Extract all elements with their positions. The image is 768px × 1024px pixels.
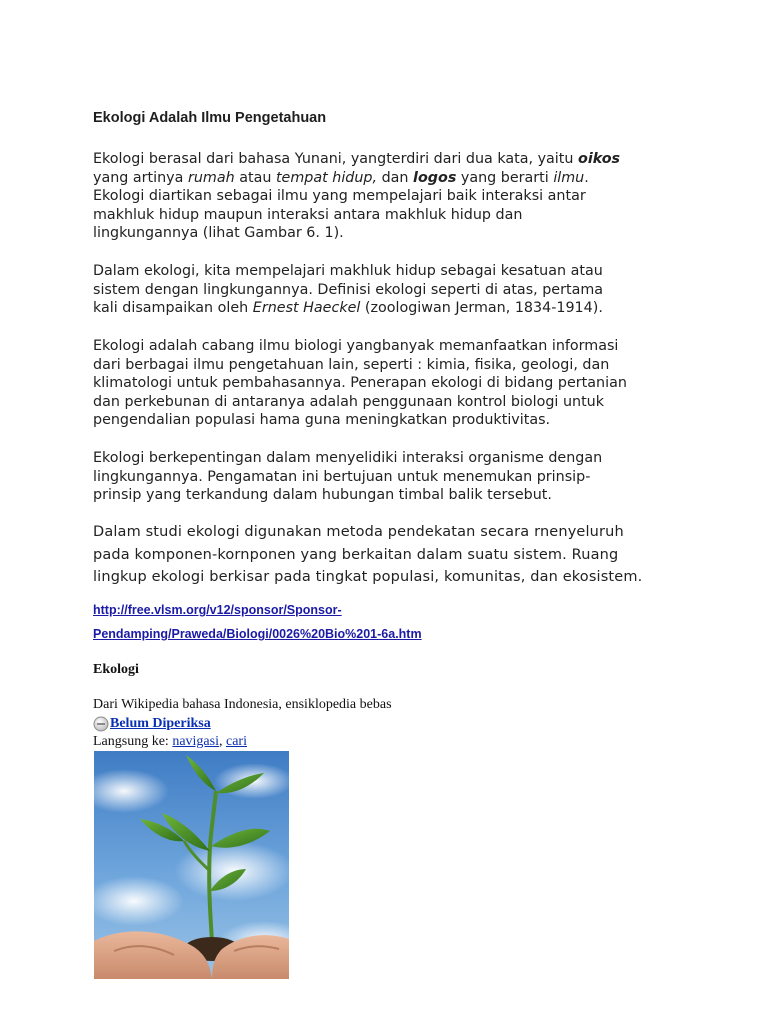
review-status [93, 715, 211, 733]
text-line: prinsip yang terkandung dalam hubungan timbal balik tersebut. [93, 487, 552, 504]
term-ilmu: ilmu [553, 169, 585, 186]
text-line: sistem dengan lingkungannya. Definisi ekologi seperti di atas, pertama [93, 281, 604, 298]
text-line: Ekologi adalah cabang ilmu biologi yangbanyak memanfaatkan informasi [93, 338, 619, 354]
text-line: pengendalian populasi hama guna meningkatkan produktivitas. [93, 412, 551, 429]
page-title: Ekologi Adalah Ilmu Pengetahuan [93, 110, 327, 126]
paragraph-etymology [93, 150, 693, 243]
text-run: dan [377, 169, 414, 186]
jump-to-bar [93, 734, 247, 750]
seedling-photo [94, 751, 289, 979]
navigation-link[interactable]: navigasi [172, 734, 219, 749]
text-run: (zoologiwan Jerman, 1834-1914). [360, 300, 603, 317]
text-line: makhluk hidup maupun interaksi antara makhluk hidup dan [93, 206, 523, 223]
paragraph-branch [93, 337, 693, 430]
text-line: dan perkebunan di antaranya adalah penggunaan kontrol biologi untuk [93, 393, 605, 410]
wiki-article-title: Ekologi [93, 662, 139, 677]
text-run: Ekologi berasal dari bahasa Yunani, yangterdiri dari dua kata, yaitu [93, 151, 578, 167]
unchecked-status-icon [93, 716, 109, 732]
jump-label: Langsung ke: [93, 734, 173, 749]
text-line: lingkungannya. Pengamatan ini bertujuan untuk menemukan prinsip- [93, 468, 591, 485]
search-link[interactable]: cari [225, 734, 247, 749]
term-rumah: rumah [187, 169, 235, 186]
text-line: Ekologi diartikan sebagai ilmu yang mempelajari baik interaksi antar [93, 188, 586, 205]
term-logos: logos [413, 169, 457, 186]
separator: , [218, 734, 226, 749]
text-run: kali disampaikan oleh [93, 300, 253, 317]
text-line: Dalam studi ekologi digunakan metoda pendekatan secara rnenyeluruh [93, 524, 624, 540]
wiki-subtitle: Dari Wikipedia bahasa Indonesia, ensiklopedia bebas [93, 697, 392, 712]
text-line: Ekologi berkepentingan dalam menyelidiki interaksi organisme dengan [93, 450, 603, 466]
text-line: lingkup ekologi berkisar pada tingkat populasi, komunitas, dan ekosistem. [93, 569, 643, 585]
text-line: Dalam ekologi, kita mempelajari makhluk hidup sebagai kesatuan atau [93, 263, 603, 279]
paragraph-interaction [93, 449, 693, 505]
term-tempat-hidup: tempat hidup, [275, 169, 378, 186]
text-run: . [584, 169, 589, 186]
person-name: Ernest Haeckel [252, 300, 361, 317]
text-run: atau [234, 169, 276, 186]
text-line: pada komponen-kornponen yang berkaitan dalam suatu sistem. Ruang [93, 546, 619, 563]
paragraph-scope [93, 521, 693, 589]
term-oikos: oikos [578, 151, 621, 167]
text-line: klimatologi untuk pembahasannya. Penerapan ekologi di bidang pertanian [93, 375, 627, 392]
source-link-line[interactable]: http://free.vlsm.org/v12/sponsor/Sponsor- [93, 603, 342, 617]
text-run: yang artinya [93, 169, 188, 186]
source-link-line[interactable]: Pendamping/Praweda/Biologi/0026%20Bio%201-6a.htm [93, 627, 422, 641]
text-line: lingkungannya (lihat Gambar 6. 1). [93, 225, 344, 242]
paragraph-definition [93, 262, 693, 318]
source-link[interactable] [93, 598, 653, 646]
text-run: yang berarti [456, 169, 554, 186]
status-link[interactable]: Belum Diperiksa [110, 716, 211, 731]
text-line: dari berbagai ilmu pengetahuan lain, seperti : kimia, fisika, geologi, dan [93, 356, 610, 373]
